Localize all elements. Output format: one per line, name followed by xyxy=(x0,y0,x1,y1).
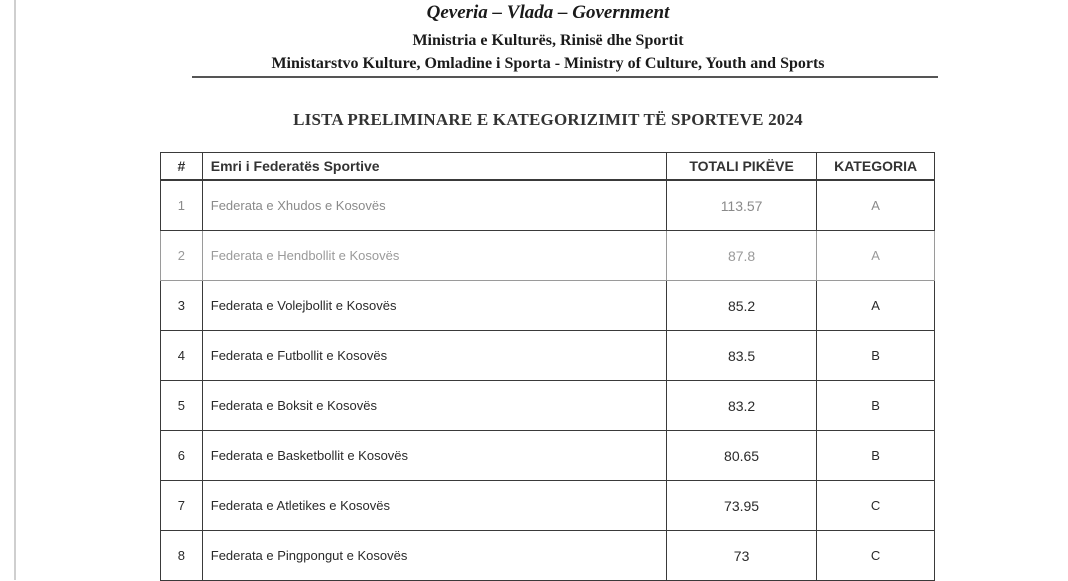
document-title: LISTA PRELIMINARE E KATEGORIZIMIT TË SPORTEVE 2024 xyxy=(293,110,803,129)
total-points: 85.2 xyxy=(666,281,816,331)
column-header-category: KATEGORIA xyxy=(817,153,935,181)
total-points: 80.65 xyxy=(666,431,816,481)
federation-name: Federata e Xhudos e Kosovës xyxy=(202,180,666,231)
table-row xyxy=(161,381,935,431)
row-number: 6 xyxy=(161,431,203,481)
federation-name: Federata e Atletikes e Kosovës xyxy=(202,481,666,531)
total-points: 73.95 xyxy=(666,481,816,531)
table-row xyxy=(161,231,935,281)
header-divider xyxy=(192,76,938,78)
federation-name: Federata e Pingpongut e Kosovës xyxy=(202,531,666,581)
government-line: Qeveria – Vlada – Government xyxy=(426,2,670,23)
table-row xyxy=(161,180,935,231)
column-header-number: # xyxy=(161,153,203,181)
category: B xyxy=(817,331,935,381)
total-points: 83.2 xyxy=(666,381,816,431)
category: C xyxy=(817,531,935,581)
federation-name: Federata e Volejbollit e Kosovës xyxy=(202,281,666,331)
row-number: 2 xyxy=(161,231,203,281)
category: C xyxy=(817,481,935,531)
row-number: 8 xyxy=(161,531,203,581)
total-points: 87.8 xyxy=(666,231,816,281)
row-number: 1 xyxy=(161,180,203,231)
federation-name: Federata e Futbollit e Kosovës xyxy=(202,331,666,381)
row-number: 3 xyxy=(161,281,203,331)
federation-name: Federata e Basketbollit e Kosovës xyxy=(202,431,666,481)
table-row xyxy=(161,531,935,581)
ministry-name-albanian: Ministria e Kulturës, Rinisë dhe Sportit xyxy=(412,32,684,49)
column-header-federation: Emri i Federatës Sportive xyxy=(202,153,666,181)
page-edge xyxy=(14,0,16,580)
row-number: 5 xyxy=(161,381,203,431)
federation-name: Federata e Hendbollit e Kosovës xyxy=(202,231,666,281)
column-header-points: TOTALI PIKËVE xyxy=(666,153,816,181)
category: B xyxy=(817,381,935,431)
category: A xyxy=(817,281,935,331)
category: A xyxy=(817,180,935,231)
table-row xyxy=(161,481,935,531)
row-number: 4 xyxy=(161,331,203,381)
federation-name: Federata e Boksit e Kosovës xyxy=(202,381,666,431)
ministry-name-serbian-english: Ministarstvo Kulture, Omladine i Sporta - Ministry of Culture, Youth and Sports xyxy=(271,55,825,72)
table-row xyxy=(161,281,935,331)
category: A xyxy=(817,231,935,281)
categorization-table xyxy=(160,152,935,581)
table-row xyxy=(161,431,935,481)
total-points: 83.5 xyxy=(666,331,816,381)
row-number: 7 xyxy=(161,481,203,531)
total-points: 73 xyxy=(666,531,816,581)
total-points: 113.57 xyxy=(666,180,816,231)
table-row xyxy=(161,331,935,381)
table-header-row xyxy=(161,153,935,181)
category: B xyxy=(817,431,935,481)
